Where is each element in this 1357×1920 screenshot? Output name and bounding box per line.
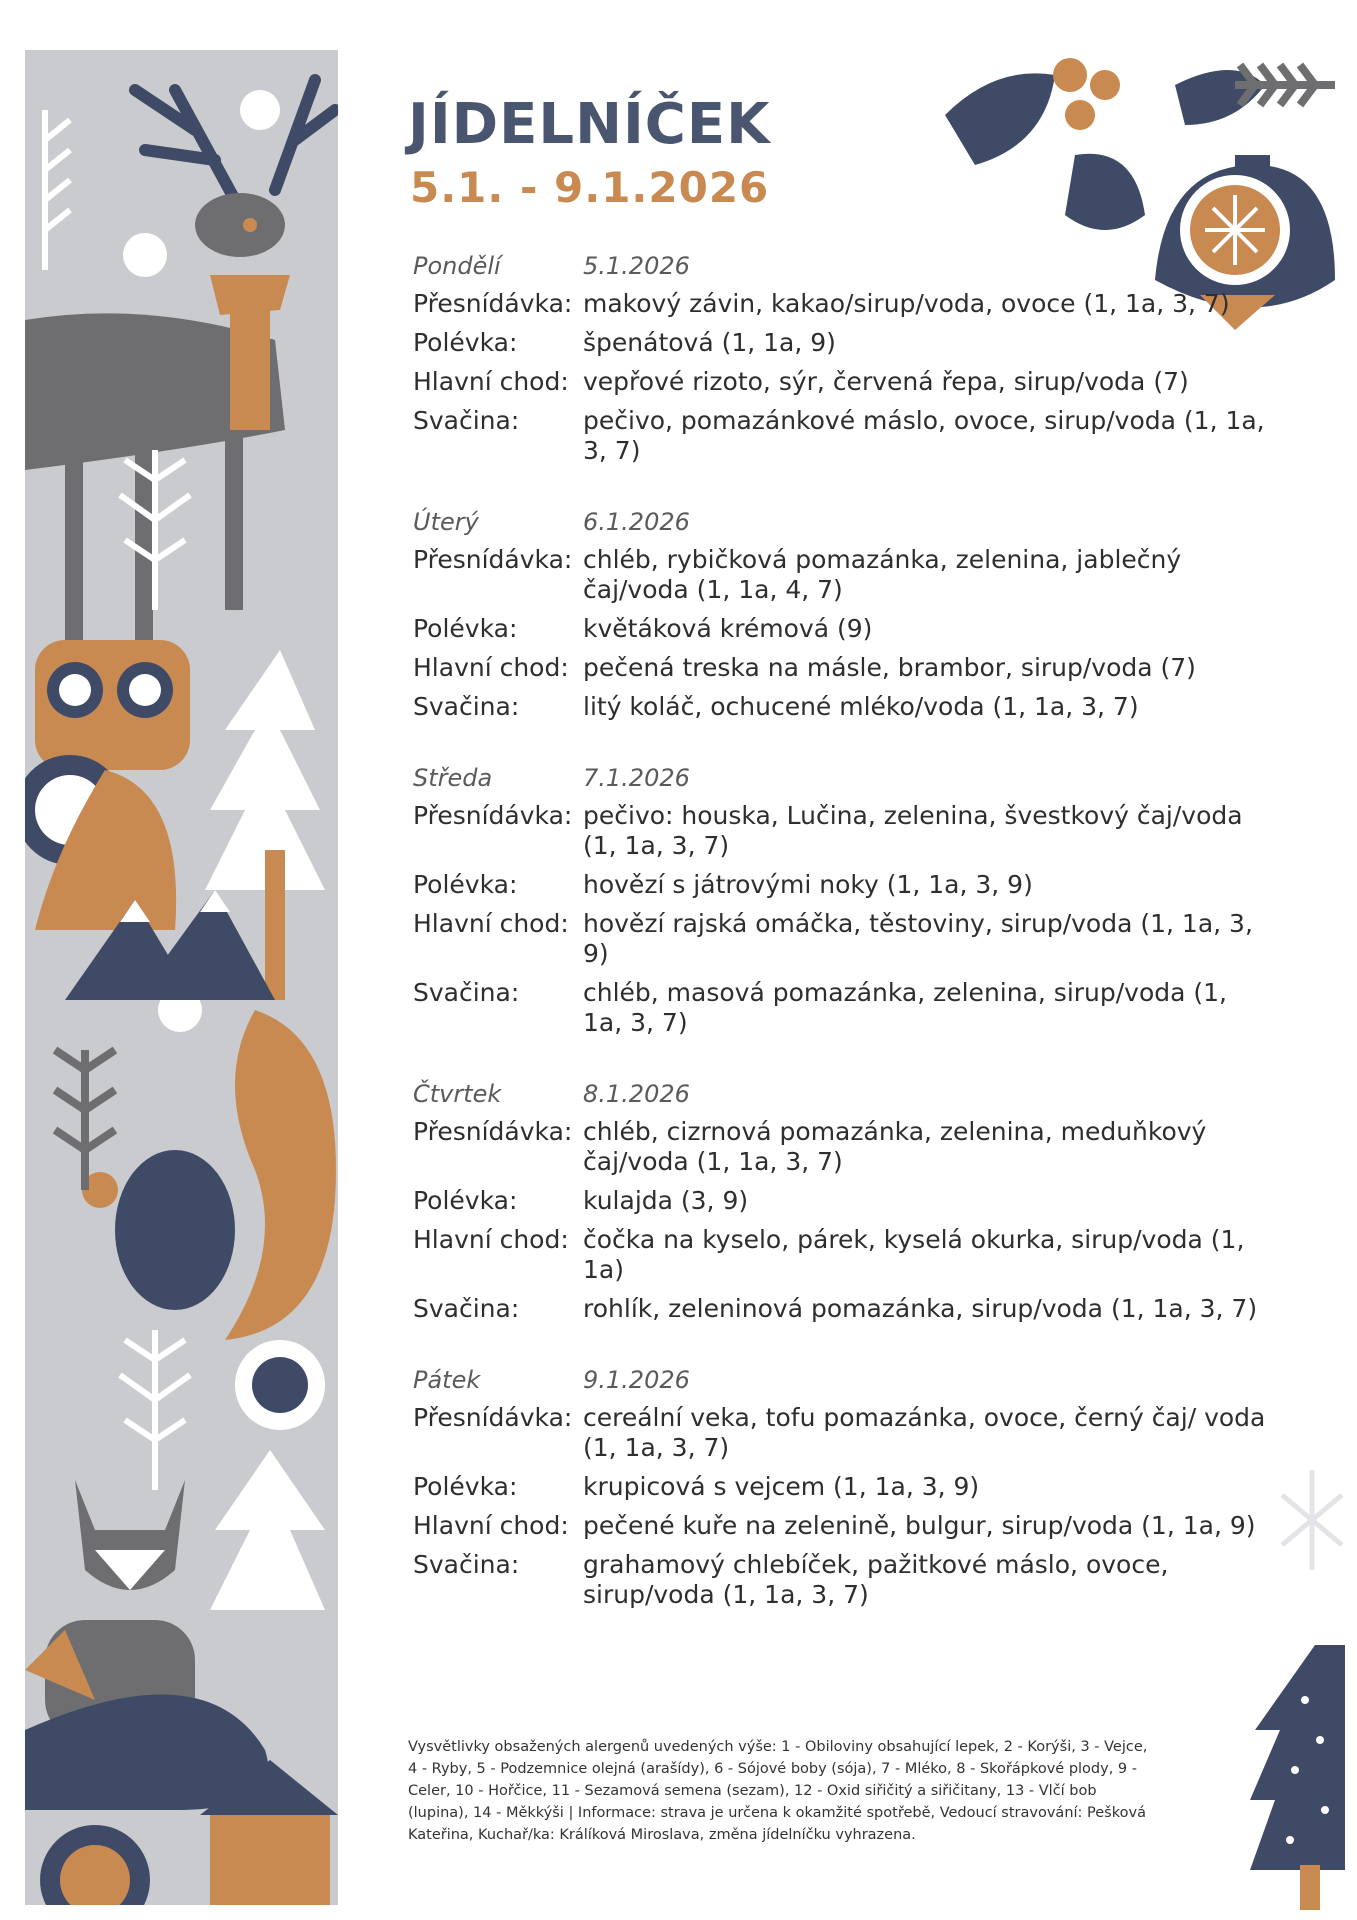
main-course: pečené kuře na zelenině, bulgur, sirup/voda (1, 1a, 9) [583, 1511, 1256, 1540]
day-date: 6.1.2026 [583, 508, 690, 536]
snowflake-icon [1272, 1460, 1352, 1580]
main-course: hovězí rajská omáčka, těstoviny, sirup/voda (1, 1a, 3, 9) [583, 909, 1253, 968]
snack-afternoon: grahamový chlebíček, pažitkové máslo, ovoce, sirup/voda (1, 1a, 3, 7) [583, 1550, 1169, 1609]
day-friday [413, 1354, 1273, 1610]
label-snack-afternoon: Svačina: [413, 692, 520, 721]
snack-morning: makový závin, kakao/sirup/voda, ovoce (1, 1a, 3, 7) [583, 289, 1230, 318]
label-soup: Polévka: [413, 614, 518, 643]
label-snack-afternoon: Svačina: [413, 978, 520, 1007]
main-course: pečená treska na másle, brambor, sirup/voda (7) [583, 653, 1196, 682]
day-name: Středa [413, 764, 493, 792]
snack-morning: chléb, rybičková pomazánka, zelenina, jablečný čaj/voda (1, 1a, 4, 7) [583, 545, 1182, 604]
label-main: Hlavní chod: [413, 1511, 569, 1540]
day-name: Pondělí [413, 252, 501, 280]
snack-afternoon: rohlík, zeleninová pomazánka, sirup/voda (1, 1a, 3, 7) [583, 1294, 1258, 1323]
day-date: 5.1.2026 [583, 252, 690, 280]
soup: špenátová (1, 1a, 9) [583, 328, 836, 357]
date-range: 5.1. - 9.1.2026 [410, 163, 770, 212]
soup: krupicová s vejcem (1, 1a, 3, 9) [583, 1472, 980, 1501]
label-main: Hlavní chod: [413, 653, 569, 682]
label-soup: Polévka: [413, 870, 518, 899]
winter-illustration [25, 50, 338, 1905]
day-wednesday [413, 752, 1273, 1038]
main-course: vepřové rizoto, sýr, červená řepa, sirup/voda (7) [583, 367, 1189, 396]
day-name: Čtvrtek [413, 1080, 502, 1108]
day-tuesday [413, 496, 1273, 722]
label-soup: Polévka: [413, 1472, 518, 1501]
snack-afternoon: litý koláč, ochucené mléko/voda (1, 1a, 3, 7) [583, 692, 1139, 721]
page-title: JÍDELNÍČEK [408, 92, 771, 157]
day-name: Úterý [413, 508, 479, 536]
decorative-winter-strip [25, 50, 338, 1905]
label-main: Hlavní chod: [413, 1225, 569, 1254]
day-date: 8.1.2026 [583, 1080, 690, 1108]
label-snack-afternoon: Svačina: [413, 406, 520, 435]
day-date: 7.1.2026 [583, 764, 690, 792]
christmas-tree-decoration [1245, 1640, 1345, 1910]
label-soup: Polévka: [413, 328, 518, 357]
main-course: čočka na kyselo, párek, kyselá okurka, sirup/voda (1, 1a) [583, 1225, 1245, 1284]
day-date: 9.1.2026 [583, 1366, 690, 1394]
soup: květáková krémová (9) [583, 614, 873, 643]
label-snack-morning: Přesnídávka: [413, 1117, 573, 1146]
weekly-menu [413, 240, 1273, 1640]
label-snack-morning: Přesnídávka: [413, 1403, 573, 1432]
soup: kulajda (3, 9) [583, 1186, 749, 1215]
label-snack-morning: Přesnídávka: [413, 289, 573, 318]
label-snack-afternoon: Svačina: [413, 1294, 520, 1323]
allergen-legend: Vysvětlivky obsažených alergenů uvedených výše: 1 - Obiloviny obsahující lepek, 2 - Korýši, 3 - Vejce, 4 - Ryby, 5 - Podzemnice olejná (arašídy), 6 - Sójové boby (sója), 7 - Mléko, 8 - Skořápkové plody, 9 - Celer, 10 - Hořčice, 11 - Sezamová semena (sezam), 12 - Oxid siřičitý a siřičitany, 13 - Vlčí bob (lupina), 14 - Měkkýši | Informace: strava je určena k okamžité spotřebě, Vedoucí stravování: Pešková Kateřina, Kuchař/ka: Králíková Miroslava, změna jídelníčku vyhrazena. [408, 1739, 1148, 1843]
snack-afternoon: pečivo, pomazánkové máslo, ovoce, sirup/voda (1, 1a, 3, 7) [583, 406, 1265, 465]
label-snack-afternoon: Svačina: [413, 1550, 520, 1579]
label-snack-morning: Přesnídávka: [413, 801, 573, 830]
snack-morning: cereální veka, tofu pomazánka, ovoce, černý čaj/ voda (1, 1a, 3, 7) [583, 1403, 1266, 1462]
soup: hovězí s játrovými noky (1, 1a, 3, 9) [583, 870, 1033, 899]
day-thursday [413, 1068, 1273, 1324]
day-name: Pátek [413, 1366, 481, 1394]
label-main: Hlavní chod: [413, 909, 569, 938]
day-monday [413, 240, 1273, 466]
label-soup: Polévka: [413, 1186, 518, 1215]
snack-morning: pečivo: houska, Lučina, zelenina, švestkový čaj/voda (1, 1a, 3, 7) [583, 801, 1243, 860]
snack-morning: chléb, cizrnová pomazánka, zelenina, meduňkový čaj/voda (1, 1a, 3, 7) [583, 1117, 1207, 1176]
label-snack-morning: Přesnídávka: [413, 545, 573, 574]
snack-afternoon: chléb, masová pomazánka, zelenina, sirup/voda (1, 1a, 3, 7) [583, 978, 1228, 1037]
label-main: Hlavní chod: [413, 367, 569, 396]
